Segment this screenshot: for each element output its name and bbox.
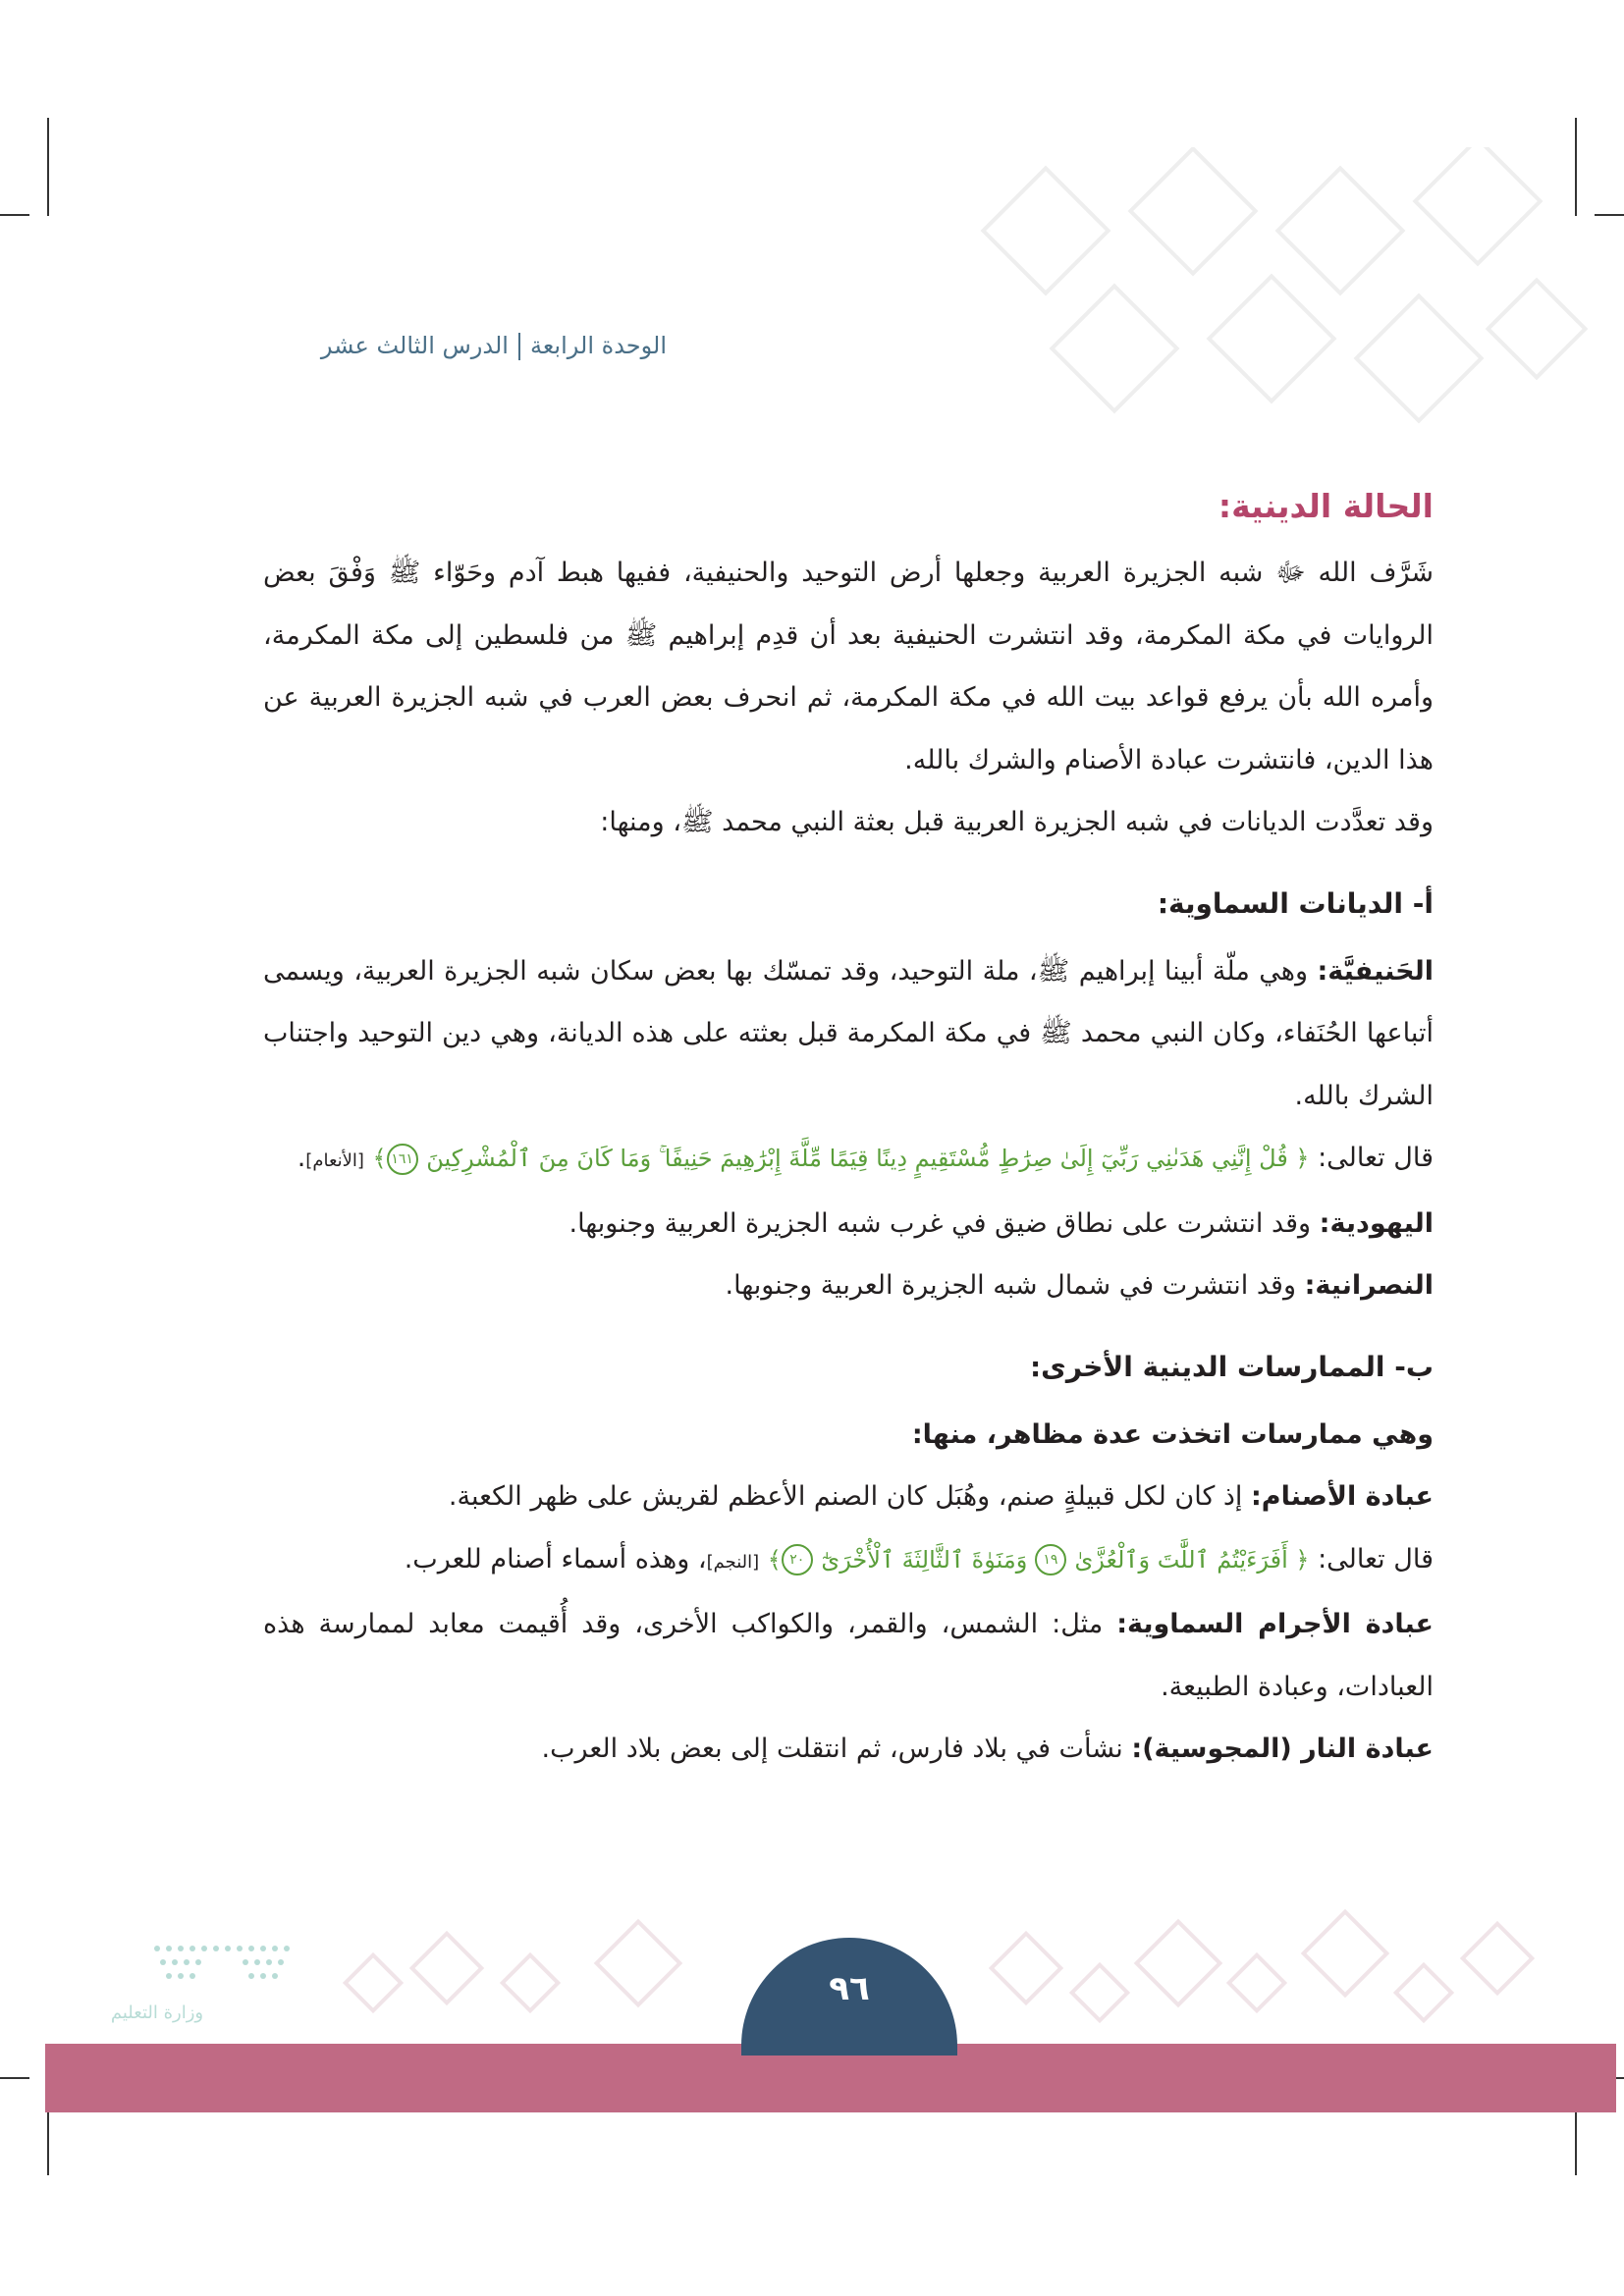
hanifiyya-term: الحَنيفيَّة: (1317, 955, 1434, 987)
judaism-paragraph (263, 1193, 1434, 1255)
hanifiyya-paragraph (263, 940, 1434, 1128)
crop-mark (1595, 214, 1624, 216)
crop-mark (0, 214, 29, 216)
celestial-paragraph (263, 1593, 1434, 1718)
religions-intro: وقد تعدَّدت الديانات في شبه الجزيرة العربية قبل بعثة النبي محمد ﷺ، ومنها: (600, 807, 1434, 837)
running-header (264, 332, 667, 375)
intro-paragraph: شَرَّف الله ﷻ شبه الجزيرة العربية وجعلها أرض التوحيد والحنيفية، ففيها هبط آدم وحَوّاء ﷺ وَفْقَ بعض الروايات في مكة المكرمة، وقد انتشرت الحنيفية بعد أن قدِم إبراهيم ﷺ من فلسطين إلى مكة المكرمة، وأمره الله بأن يرفع قواعد بيت الله في مكة المكرمة، ثم انحرف بعض العرب في شبه الجزيرة العربية عن هذا الدين، فانتشرت عبادة الأصنام والشرك بالله. (263, 558, 1434, 775)
geometric-pattern-decoration (943, 147, 1591, 442)
part-a-heading: أ- الديانات السماوية: (1157, 886, 1434, 920)
part-b-heading: ب- الممارسات الدينية الأخرى: (1029, 1350, 1434, 1383)
christianity-term: النصرانية: (1304, 1270, 1434, 1301)
verse-2 (263, 1528, 1434, 1594)
page-number: ٩٦ (829, 1969, 870, 2008)
verse-1-text: ﴿ قُلْ إِنَّنِي هَدَىٰنِي رَبِّيٓ إِلَىٰ صِرَٰطٍ مُّسْتَقِيمٍ دِينًا قِيَمًا مِّلَّةَ إِبْرَٰهِيمَ حَنِيفًا ۚ وَمَا كَانَ مِنَ ٱلْمُشْرِكِينَ (426, 1145, 1310, 1172)
idols-paragraph (263, 1466, 1434, 1528)
verse-1-prefix: قال تعالى: (1309, 1143, 1434, 1173)
ministry-label: وزارة التعليم (110, 2002, 204, 2023)
hanifiyya-text: وهي ملّة أبينا إبراهيم ﷺ، ملة التوحيد، وقد تمسّك بها بعض سكان شبه الجزيرة العربية، ويسمى أتباعها الحُنَفاء، وكان النبي محمد ﷺ في مكة المكرمة قبل بعثته على هذه الديانة، وهي دين التوحيد واجتناب الشرك بالله. (263, 955, 1434, 1111)
fire-term: عبادة النار (المجوسية): (1131, 1734, 1434, 1764)
idols-text: إذ كان لكل قبيلةٍ صنم، وهُبَل كان الصنم الأعظم لقريش على ظهر الكعبة. (448, 1481, 1251, 1512)
unit-label: الوحدة الرابعة (529, 332, 667, 359)
verse-2-prefix: قال تعالى: (1309, 1543, 1434, 1575)
verse-1 (263, 1127, 1434, 1193)
idols-term: عبادة الأصنام: (1251, 1481, 1434, 1512)
verse-2-number-2: ٢٠ (782, 1544, 813, 1575)
judaism-text: وقد انتشرت على نطاق ضيق في غرب شبه الجزيرة العربية وجنوبها. (568, 1207, 1320, 1239)
page-body (263, 471, 1434, 1781)
christianity-paragraph (263, 1255, 1434, 1317)
verse-1-close: ﴾ (372, 1145, 387, 1172)
fire-text: نشأت في بلاد فارس، ثم انتقلت إلى بعض بلاد العرب. (541, 1734, 1132, 1764)
verse-2-part1: ﴿ أَفَرَءَيْتُمُ ٱللَّٰتَ وَٱلْعُزَّىٰ (1074, 1545, 1310, 1574)
verse-2-number-1: ١٩ (1035, 1544, 1066, 1575)
section-title: الحالة الدينية: (1218, 487, 1434, 525)
verse-1-number: ١٦١ (387, 1144, 418, 1175)
ministry-logo-dots (147, 1939, 304, 1988)
crop-mark (47, 118, 49, 216)
judaism-term: اليهودية: (1319, 1207, 1434, 1239)
verse-1-reference: [الأنعام] (305, 1150, 364, 1171)
lesson-label: الدرس الثالث عشر (320, 332, 509, 359)
verse-2-suffix: ، وهذه أسماء أصنام للعرب. (404, 1543, 707, 1575)
verse-2-part2: وَمَنَوٰةَ ٱلثَّالِثَةَ ٱلْأُخْرَىٰٓ (821, 1545, 1035, 1574)
christianity-text: وقد انتشرت في شمال شبه الجزيرة العربية وجنوبها. (725, 1270, 1305, 1301)
header-separator (518, 333, 520, 360)
part-b-subheading: وهي ممارسات اتخذت عدة مظاهر، منها: (911, 1418, 1434, 1450)
crop-mark (0, 2077, 29, 2079)
verse-1-end: . (297, 1143, 306, 1173)
verse-2-reference: [النجم] (706, 1551, 760, 1573)
fire-paragraph (263, 1718, 1434, 1781)
celestial-text: مثل: الشمس، والقمر، والكواكب الأخرى، وقد أُقيمت معابد لممارسة هذه العبادات، وعبادة الطبيعة. (263, 1609, 1434, 1702)
verse-2-close: ﴾ (767, 1545, 782, 1574)
celestial-term: عبادة الأجرام السماوية: (1116, 1609, 1435, 1639)
